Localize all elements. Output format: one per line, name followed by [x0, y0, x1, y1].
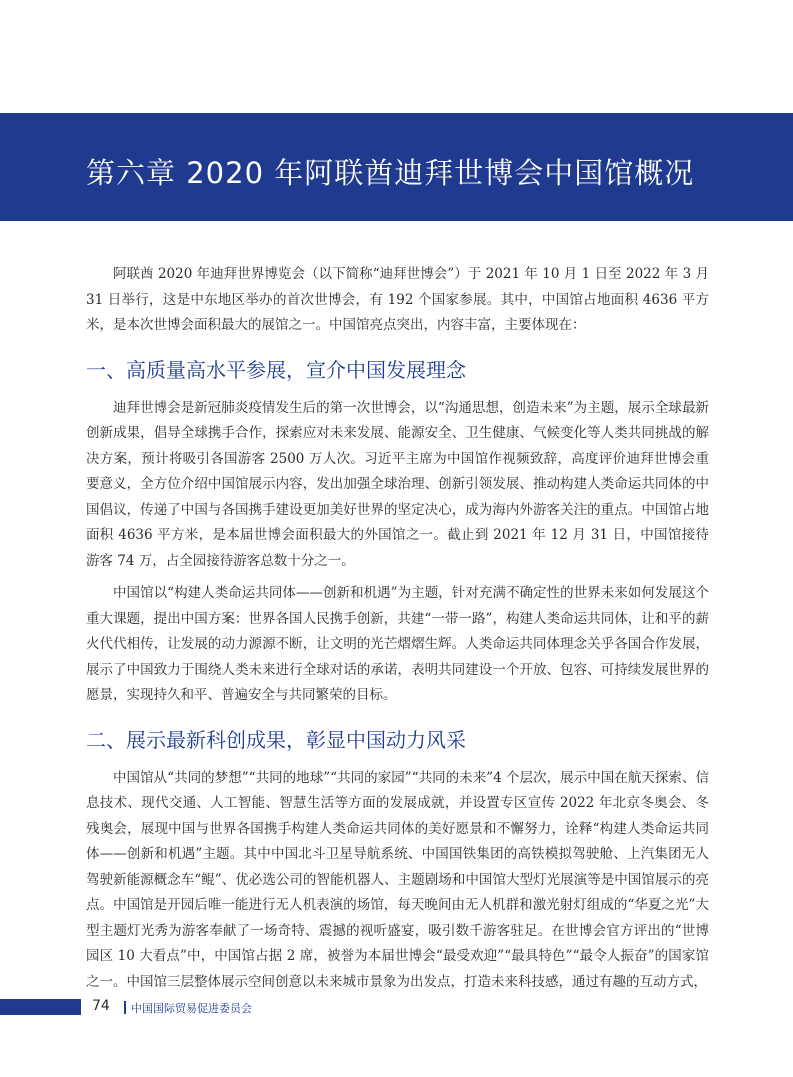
- page-number: 74: [92, 998, 110, 1014]
- section-1-paragraph-1: 迪拜世博会是新冠肺炎疫情发生后的第一次世博会，以“沟通思想，创造未来”为主题，展示全球最新创新成果，倡导全球携手合作，探索应对未来发展、能源安全、卫生健康、气候变化等人类共同挑战的解决方案，预计将吸引各国游客 2500 万人次。习近平主席为中国馆作视频致辞，高度评价迪拜世博会重要意义，全方位介绍中国馆展示内容，发出加强全球治理、创新引领发展、推动构建人类命运共同体的中国倡议，传递了中国与各国携手建设更加美好世界的坚定决心，成为海内外游客关注的重点。中国馆占地面积 4636 平方米，是本届世博会面积最大的外国馆之一。截止到 2021 年 12 月 31 日，中国馆接待游客 74 万，占全园接待游客总数十分之一。: [86, 399, 709, 569]
- footer-divider: [124, 1001, 126, 1014]
- section-1-paragraph-2: 中国馆以“构建人类命运共同体——创新和机遇”为主题，针对充满不确定性的世界未来如何发展这个重大课题，提出中国方案：世界各国人民携手创新，共建“一带一路”，构建人类命运共同体，让和平的薪火代代相传，让发展的动力源源不断，让文明的光芒熠熠生辉。人类命运共同体理念关乎各国合作发展，展示了中国致力于围绕人类未来进行全球对话的承诺，表明共同建设一个开放、包容、可持续发展世界的愿景，实现持久和平、普遍安全与共同繁荣的目标。: [86, 585, 709, 703]
- section-heading-2: 二、展示最新科创成果，彰显中国动力风采: [86, 727, 466, 752]
- chapter-title: 第六章 2020 年阿联酋迪拜世博会中国馆概况: [86, 156, 695, 190]
- section-2-paragraph-1: 中国馆从“共同的梦想”“共同的地球”“共同的家园”“共同的未来”4 个层次，展示中国在航天探索、信息技术、现代交通、人工智能、智慧生活等方面的发展成就，并设置专区宣传 2022 年北京冬奥会、冬残奥会，展现中国与世界各国携手构建人类命运共同体的美好愿景和不懈努力，诠释“构建人类命运共同体——创新和机遇”主题。其中中国北斗卫星导航系统、中国国铁集团的高铁模拟驾驶舱、上汽集团无人驾驶新能源概念车“鲲”、优必选公司的智能机器人、主题剧场和中国馆大型灯光展演等是中国馆展示的亮点。中国馆是开园后唯一能进行无人机表演的场馆，每天晚间由无人机群和激光射灯组成的“华夏之光”大型主题灯光秀为游客奉献了一场奇特、震撼的视听盛宴，吸引数千游客驻足。在世博会官方评出的“世博园区 10 大看点”中，中国馆占据 2 席，被誉为本届世博会“最受欢迎”“最具特色”“最令人振奋”的国家馆之一。中国馆三层整体展示空间创意以未来城市景象为出发点，打造未来科技感，通过有趣的互动方式，: [86, 769, 709, 990]
- chapter-banner: [0, 113, 793, 221]
- footer-publisher: 中国国际贸易促进委员会: [131, 1002, 252, 1015]
- footer-accent-bar: [0, 999, 81, 1015]
- page-content: [86, 262, 709, 1002]
- intro-paragraph: 阿联酋 2020 年迪拜世界博览会（以下简称“迪拜世博会”）于 2021 年 10 月 1 日至 2022 年 3 月 31 日举行，这是中东地区举办的首次世博会，有 192 个国家参展。其中，中国馆占地面积 4636 平方米，是本次世博会面积最大的展馆之一。中国馆亮点突出，内容丰富，主要体现在：: [86, 266, 709, 333]
- section-heading-1: 一、高质量高水平参展，宣介中国发展理念: [86, 357, 466, 382]
